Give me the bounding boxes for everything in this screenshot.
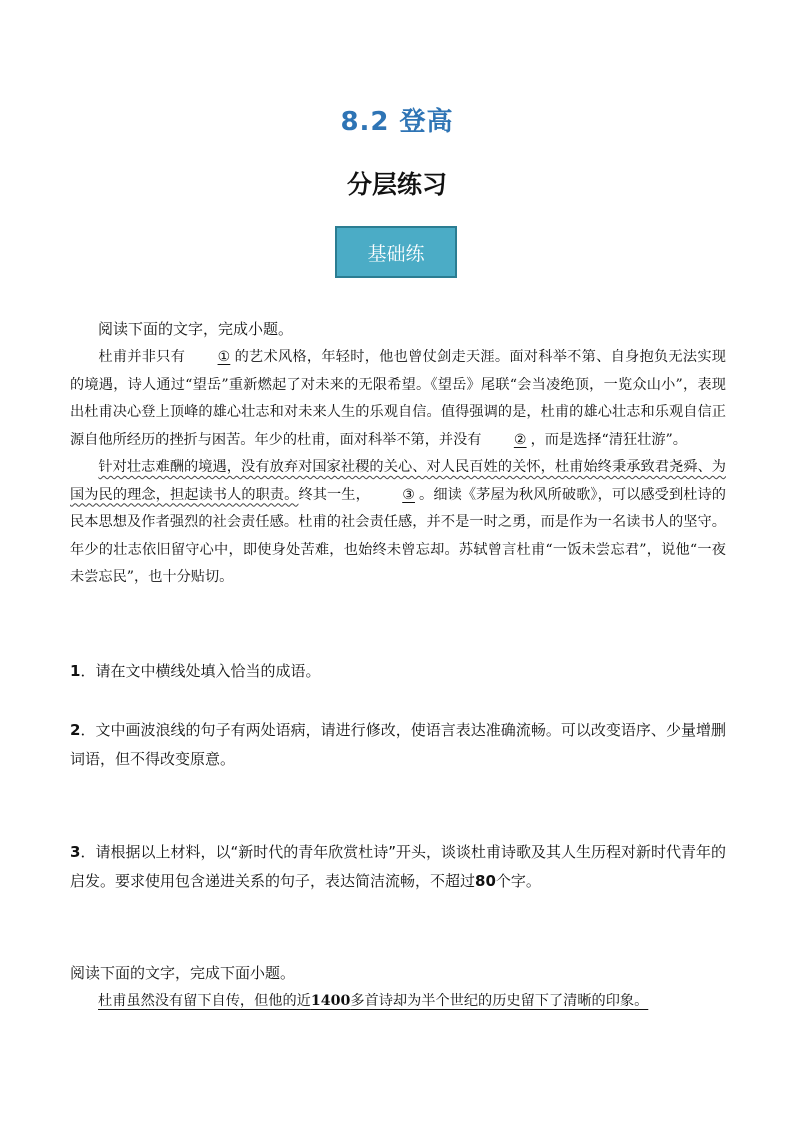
passage2-intro: 阅读下面的文字，完成下面小题。 bbox=[70, 964, 296, 982]
passage1-paragraph-1: 杜甫并非只有 ① 的艺术风格，年轻时，他也曾仗剑走天涯。面对科举不第、自身抱负无法实现的境遇，诗人通过“望岳”重新燃起了对未来的无限希望。《望岳》尾联“会当凌绝顶，一览众山小”，表现出杜甫决心登上顶峰的雄心壮志和对未来人生的乐观自信。值得强调的是，杜甫的雄心壮志和乐观自信正源自他所经历的挫折与困苦。年少的杜甫，面对科举不第，并没有 ② ，而是选择“清狂壮游”。 bbox=[70, 344, 726, 454]
passage2-line-1: 杜甫虽然没有留下自传，但他的近1400多首诗却为半个世纪的历史留下了清晰的印象。 bbox=[98, 993, 649, 1009]
blank-2: ② bbox=[513, 431, 527, 448]
passage1-paragraph-2: 针对壮志难酬的境遇，没有放弃对国家社稷的关心、对人民百姓的关怀，杜甫始终秉承致君尧舜、为国为民的理念，担起读书人的职责。终其一生， ③ 。细读《茅屋为秋风所破歌》，可以感受到杜诗的民本思想及作者强烈的社会责任感。杜甫的社会责任感，并不是一时之勇，而是作为一名读书人的坚守。年少的壮志依旧留守心中，即使身处苦难，也始终未曾忘却。苏轼曾言杜甫“一饭未尝忘君”，说他“一夜未尝忘民”，也十分贴切。 bbox=[70, 459, 726, 585]
question-2: 2．文中画波浪线的句子有两处语病，请进行修改，使语言表达准确流畅。可以改变语序、少量增删词语，但不得改变原意。 bbox=[70, 721, 726, 768]
question-1: 1．请在文中横线处填入恰当的成语。 bbox=[70, 662, 321, 680]
wavy-underlined-sentence: 针对壮志难酬的境遇，没有放弃对国家社稷的关心、对人民百姓的关怀，杜甫始终秉承致君尧舜、为国为民的理念，担起读书人的职责。 bbox=[70, 459, 726, 503]
question-3: 3．请根据以上材料，以“新时代的青年欣赏杜诗”开头，谈谈杜甫诗歌及其人生历程对新时代青年的启发。要求使用包含递进关系的句子，表达简洁流畅，不超过80个字。 bbox=[70, 843, 726, 890]
passage1-body bbox=[70, 344, 726, 592]
section-badge: 基础练 bbox=[335, 226, 457, 278]
lesson-subtitle: 分层练习 bbox=[346, 170, 447, 199]
blank-1: ① bbox=[217, 349, 231, 365]
lesson-title: 8.2 登高 bbox=[340, 107, 454, 137]
passage1-intro: 阅读下面的文字，完成小题。 bbox=[98, 320, 294, 338]
blank-3: ③ bbox=[402, 486, 415, 503]
